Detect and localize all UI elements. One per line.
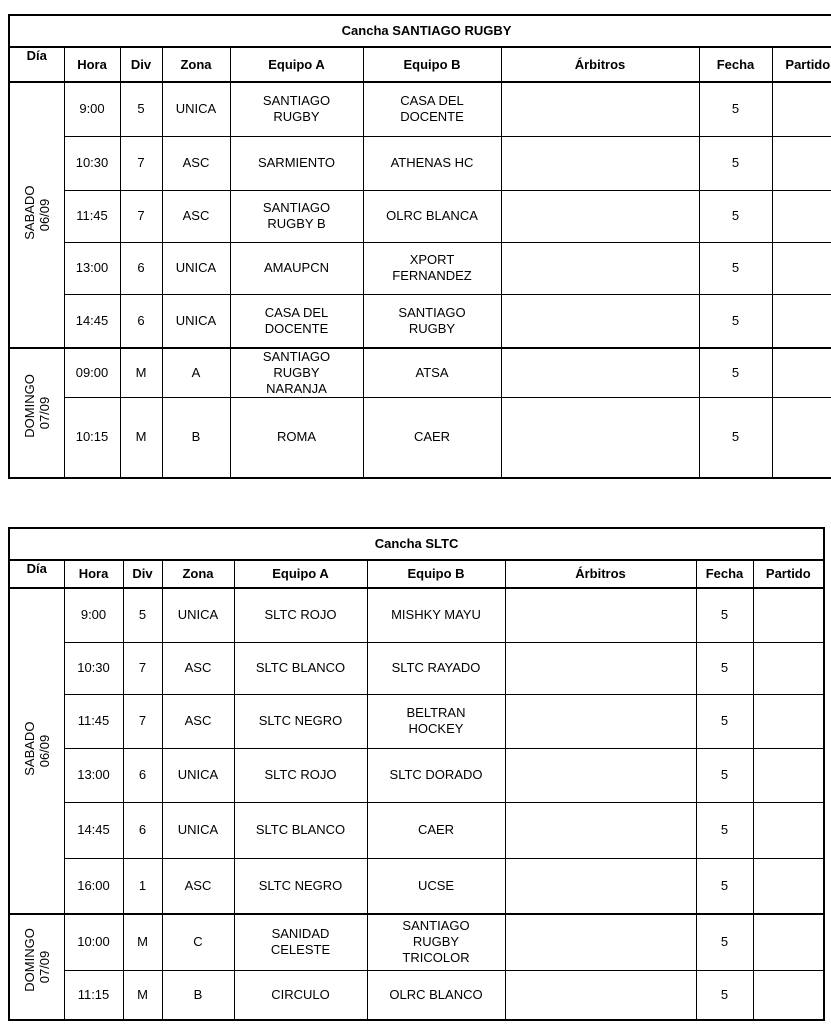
cell-partido [753,642,824,694]
cell-hora: 10:15 [64,398,120,478]
cell-div: 7 [120,190,162,242]
cell-zona: ASC [162,694,234,748]
cell-arbitros [501,136,699,190]
cell-partido [772,136,831,190]
schedule-table-santiago-rugby [8,14,831,479]
day-label-rotated [21,721,52,776]
table-row [9,694,824,748]
cell-zona: UNICA [162,802,234,858]
cell-arbitros [505,858,696,914]
column-header: Hora [64,560,123,588]
cell-partido [753,802,824,858]
cell-partido [772,82,831,136]
cell-equipo-a: SANIDAD CELESTE [234,914,367,970]
cell-zona: UNICA [162,82,230,136]
title-row [9,15,831,47]
cell-partido [772,190,831,242]
cell-hora: 9:00 [64,82,120,136]
cell-zona: C [162,914,234,970]
cell-partido [753,694,824,748]
cell-fecha: 5 [696,748,753,802]
day-name: SABADO [21,185,37,240]
cell-partido [772,348,831,398]
cell-arbitros [501,398,699,478]
day-name: DOMINGO [21,928,37,992]
cell-partido [772,242,831,294]
column-header: Div [123,560,162,588]
cell-zona: B [162,398,230,478]
column-header: Día [9,47,64,82]
cell-arbitros [505,642,696,694]
cell-fecha: 5 [696,588,753,642]
cell-arbitros [501,82,699,136]
cell-hora: 10:00 [64,914,123,970]
cell-div: 1 [123,858,162,914]
cell-fecha: 5 [699,294,772,348]
cell-equipo-b: OLRC BLANCO [367,970,505,1020]
table-row [9,588,824,642]
cell-equipo-a: SARMIENTO [230,136,363,190]
cell-equipo-b: SANTIAGO RUGBY [363,294,501,348]
cell-arbitros [505,748,696,802]
cell-equipo-b: ATSA [363,348,501,398]
day-date: 06/09 [36,198,52,232]
day-cell [9,588,64,914]
column-header: Zona [162,47,230,82]
table-row [9,802,824,858]
table-row [9,642,824,694]
cell-arbitros [501,190,699,242]
cell-equipo-a: SLTC NEGRO [234,694,367,748]
column-header: Equipo B [363,47,501,82]
cell-hora: 9:00 [64,588,123,642]
table-row [9,136,831,190]
cell-hora: 14:45 [64,802,123,858]
cell-arbitros [501,294,699,348]
cell-div: 6 [120,294,162,348]
cell-equipo-b: SLTC DORADO [367,748,505,802]
day-date: 07/09 [36,950,52,984]
cell-partido [753,588,824,642]
cell-fecha: 5 [696,914,753,970]
cell-zona: UNICA [162,294,230,348]
cell-div: M [120,348,162,398]
cell-zona: A [162,348,230,398]
cell-fecha: 5 [696,858,753,914]
table-row [9,348,831,398]
cell-equipo-b: XPORT FERNANDEZ [363,242,501,294]
day-name: DOMINGO [21,373,37,438]
cell-equipo-a: SLTC BLANCO [234,802,367,858]
title-row [9,528,824,560]
column-header: Zona [162,560,234,588]
schedule-table-sltc [8,527,825,1021]
cell-equipo-a: CIRCULO [234,970,367,1020]
cell-equipo-a: SANTIAGO RUGBY B [230,190,363,242]
day-date: 06/09 [36,734,52,768]
table-row [9,82,831,136]
cell-zona: ASC [162,136,230,190]
table-row [9,294,831,348]
column-header: Fecha [696,560,753,588]
cell-arbitros [501,348,699,398]
table-row [9,242,831,294]
cell-equipo-b: BELTRAN HOCKEY [367,694,505,748]
day-cell [9,82,64,348]
cell-div: 5 [120,82,162,136]
column-header: Partido [772,47,831,82]
cell-div: 6 [123,802,162,858]
cell-equipo-a: SLTC NEGRO [234,858,367,914]
cell-div: 6 [120,242,162,294]
cell-zona: ASC [162,190,230,242]
cell-hora: 11:15 [64,970,123,1020]
cell-fecha: 5 [696,642,753,694]
header-row [9,47,831,82]
cell-div: 7 [123,694,162,748]
cell-fecha: 5 [699,398,772,478]
cell-equipo-a: SLTC BLANCO [234,642,367,694]
cell-hora: 11:45 [64,190,120,242]
cell-partido [753,970,824,1020]
cell-arbitros [505,970,696,1020]
cell-partido [772,398,831,478]
day-name: SABADO [21,721,37,776]
cell-div: 5 [123,588,162,642]
day-cell [9,914,64,1020]
cell-partido [753,858,824,914]
cell-equipo-a: ROMA [230,398,363,478]
cell-div: M [123,914,162,970]
cell-equipo-a: SANTIAGO RUGBY [230,82,363,136]
day-label-rotated [21,373,52,438]
table-row [9,748,824,802]
cell-equipo-a: SANTIAGO RUGBY NARANJA [230,348,363,398]
column-header: Árbitros [501,47,699,82]
cell-hora: 11:45 [64,694,123,748]
cell-arbitros [505,802,696,858]
cell-fecha: 5 [699,190,772,242]
header-row [9,560,824,588]
cell-zona: ASC [162,858,234,914]
day-cell [9,348,64,478]
cell-partido [753,914,824,970]
cell-equipo-b: CASA DEL DOCENTE [363,82,501,136]
table-row [9,398,831,478]
cell-div: 7 [123,642,162,694]
column-header: Equipo A [230,47,363,82]
column-header: Equipo B [367,560,505,588]
cell-hora: 13:00 [64,242,120,294]
cell-equipo-a: CASA DEL DOCENTE [230,294,363,348]
column-header: Equipo A [234,560,367,588]
cell-fecha: 5 [699,242,772,294]
cell-hora: 09:00 [64,348,120,398]
cell-equipo-b: ATHENAS HC [363,136,501,190]
cell-div: M [123,970,162,1020]
cell-arbitros [505,914,696,970]
cell-arbitros [501,242,699,294]
day-label-rotated [21,928,52,992]
cell-div: 7 [120,136,162,190]
cell-hora: 10:30 [64,642,123,694]
column-header: Hora [64,47,120,82]
table-title: Cancha SANTIAGO RUGBY [9,15,831,47]
cell-fecha: 5 [696,970,753,1020]
cell-equipo-b: SLTC RAYADO [367,642,505,694]
cell-hora: 13:00 [64,748,123,802]
cell-div: M [120,398,162,478]
cell-equipo-b: UCSE [367,858,505,914]
cell-hora: 16:00 [64,858,123,914]
cell-zona: UNICA [162,588,234,642]
cell-zona: UNICA [162,242,230,294]
table-title: Cancha SLTC [9,528,824,560]
column-header: Fecha [699,47,772,82]
cell-equipo-b: SANTIAGO RUGBY TRICOLOR [367,914,505,970]
cell-equipo-b: CAER [367,802,505,858]
table-row [9,914,824,970]
cell-fecha: 5 [699,348,772,398]
column-header: Partido [753,560,824,588]
column-header: Div [120,47,162,82]
cell-hora: 14:45 [64,294,120,348]
table-row [9,970,824,1020]
cell-equipo-a: SLTC ROJO [234,588,367,642]
cell-zona: UNICA [162,748,234,802]
cell-fecha: 5 [696,694,753,748]
cell-fecha: 5 [696,802,753,858]
cell-equipo-b: CAER [363,398,501,478]
cell-arbitros [505,588,696,642]
cell-hora: 10:30 [64,136,120,190]
cell-equipo-b: MISHKY MAYU [367,588,505,642]
cell-zona: B [162,970,234,1020]
day-date: 07/09 [36,396,52,430]
cell-equipo-a: AMAUPCN [230,242,363,294]
cell-fecha: 5 [699,82,772,136]
cell-partido [772,294,831,348]
cell-div: 6 [123,748,162,802]
cell-equipo-a: SLTC ROJO [234,748,367,802]
day-label-rotated [21,185,52,240]
cell-arbitros [505,694,696,748]
cell-equipo-b: OLRC BLANCA [363,190,501,242]
cell-fecha: 5 [699,136,772,190]
table-row [9,190,831,242]
table-row [9,858,824,914]
column-header: Árbitros [505,560,696,588]
column-header: Día [9,560,64,588]
cell-partido [753,748,824,802]
cell-zona: ASC [162,642,234,694]
